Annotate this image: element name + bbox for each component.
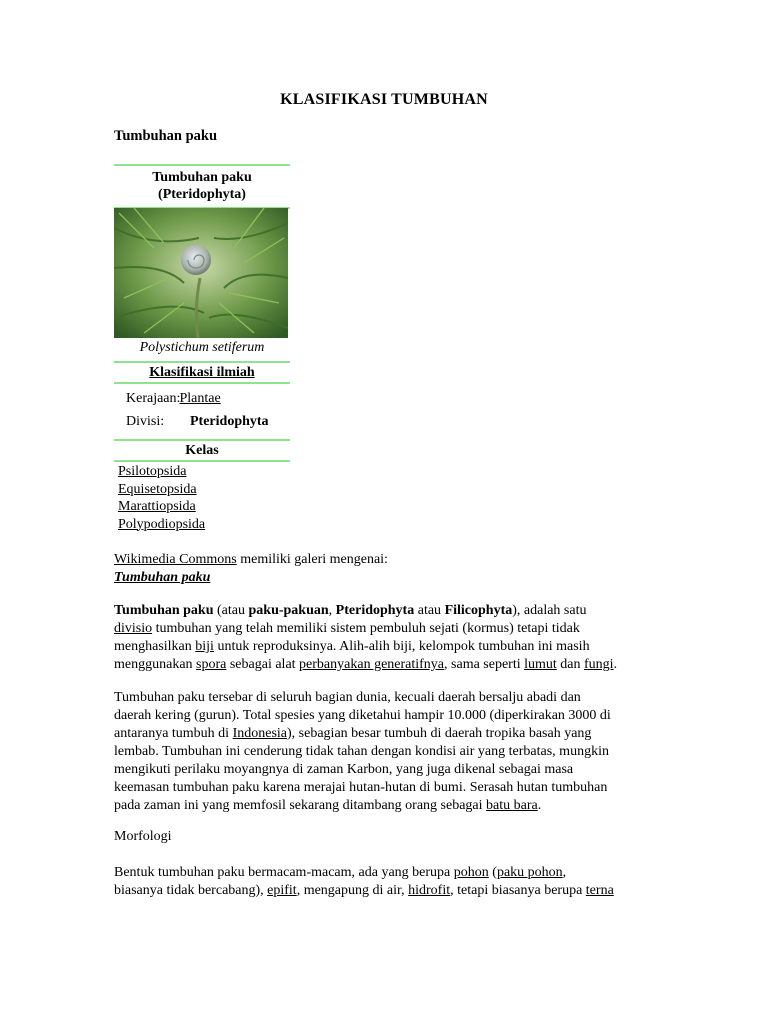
divisio-link[interactable]: divisio bbox=[114, 621, 153, 636]
section-heading: Tumbuhan paku bbox=[114, 128, 218, 144]
class-title: Kelas bbox=[114, 439, 290, 462]
commons-link[interactable]: Wikimedia Commons bbox=[114, 552, 237, 567]
text-line: lembab. Tumbuhan ini cenderung tidak tahan dengan kondisi air yang terbatas, mungkin bbox=[114, 744, 609, 759]
text: , bbox=[562, 865, 567, 880]
gallery-link[interactable]: Tumbuhan paku bbox=[114, 570, 211, 585]
commons-text: memiliki galeri mengenai: bbox=[236, 552, 388, 567]
term-pteridophyta: Pteridophyta bbox=[335, 603, 415, 618]
indonesia-link[interactable]: Indonesia bbox=[232, 726, 288, 741]
text-line: Tumbuhan paku tersebar di seluruh bagian dunia, kecuali daerah bersalju abadi dan bbox=[114, 690, 581, 705]
text: . bbox=[613, 657, 618, 672]
text-line: keemasan tumbuhan paku karena merajai hutan-hutan di bumi. Serasah hutan tumbuhan bbox=[114, 780, 608, 795]
epifit-link[interactable]: epifit bbox=[267, 883, 297, 898]
spora-link[interactable]: spora bbox=[196, 657, 227, 672]
kingdom-label: Kerajaan: bbox=[126, 391, 181, 406]
text: biasanya tidak bercabang), bbox=[114, 883, 268, 898]
lumut-link[interactable]: lumut bbox=[524, 657, 557, 672]
kingdom-link[interactable]: Plantae bbox=[179, 391, 221, 406]
text: , mengapung di air, bbox=[296, 883, 409, 898]
text: untuk reproduksinya. Alih-alih biji, kelompok tumbuhan ini masih bbox=[213, 639, 590, 654]
division-value: Pteridophyta bbox=[190, 414, 269, 429]
pohon-link[interactable]: pohon bbox=[453, 865, 489, 880]
kingdom-row bbox=[126, 391, 221, 407]
class-link[interactable]: Equisetopsida bbox=[118, 481, 197, 497]
text: ( bbox=[488, 865, 497, 880]
terna-link[interactable]: terna bbox=[585, 883, 614, 898]
batu-bara-link[interactable]: batu bara bbox=[486, 798, 538, 813]
hidrofit-link[interactable]: hidrofit bbox=[408, 883, 451, 898]
class-link[interactable]: Marattiopsida bbox=[118, 499, 196, 514]
distribution-paragraph bbox=[114, 689, 659, 815]
text: Bentuk tumbuhan paku bermacam-macam, ada yang berupa bbox=[114, 865, 454, 880]
class-list bbox=[118, 463, 205, 533]
fungi-link[interactable]: fungi bbox=[584, 657, 614, 672]
fern-image bbox=[114, 208, 288, 338]
morfologi-heading: Morfologi bbox=[114, 829, 172, 844]
photo-caption: Polystichum setiferum bbox=[139, 340, 265, 355]
perbanyakan-link[interactable]: perbanyakan generatifnya bbox=[299, 657, 445, 672]
classification-title[interactable]: Klasifikasi ilmiah bbox=[149, 365, 255, 380]
text: ), sebagian besar tumbuh di daerah tropika basah yang bbox=[287, 726, 592, 741]
text: ), adalah satu bbox=[512, 603, 587, 618]
text: tumbuhan yang telah memiliki sistem pembuluh sejati (kormus) tetapi tidak bbox=[152, 621, 580, 636]
text: antaranya tumbuh di bbox=[114, 726, 233, 741]
division-row bbox=[126, 414, 269, 430]
text: . bbox=[537, 798, 542, 813]
division-label: Divisi: bbox=[126, 414, 165, 429]
text: menghasilkan bbox=[114, 639, 196, 654]
text-line: daerah kering (gurun). Total spesies yang diketahui hampir 10.000 (diperkirakan 3000 di bbox=[114, 708, 611, 723]
infobox-title-line1: Tumbuhan paku bbox=[152, 170, 252, 185]
text: menggunakan bbox=[114, 657, 197, 672]
text: , tetapi biasanya berupa bbox=[450, 883, 586, 898]
class-header bbox=[114, 439, 290, 462]
biji-link[interactable]: biji bbox=[195, 639, 214, 654]
classification-header bbox=[114, 361, 290, 384]
text: atau bbox=[414, 603, 445, 618]
text: pada zaman ini yang memfosil sekarang ditambang orang sebagai bbox=[114, 798, 487, 813]
page-title: KLASIFIKASI TUMBUHAN bbox=[280, 91, 488, 108]
term-paku-pakuan: paku-pakuan bbox=[248, 603, 329, 618]
text: dan bbox=[556, 657, 585, 672]
term-filicophyta: Filicophyta bbox=[444, 603, 513, 618]
morphology-paragraph bbox=[114, 864, 659, 900]
text: sebagai alat bbox=[226, 657, 300, 672]
fern-photo bbox=[114, 208, 288, 338]
term-tumbuhan-paku: Tumbuhan paku bbox=[114, 603, 214, 618]
text: , sama seperti bbox=[444, 657, 525, 672]
commons-note bbox=[114, 551, 659, 587]
text: (atau bbox=[213, 603, 249, 618]
class-link[interactable]: Polypodiopsida bbox=[118, 516, 206, 532]
intro-paragraph bbox=[114, 602, 659, 674]
infobox-title-line2: (Pteridophyta) bbox=[158, 187, 246, 202]
text: , bbox=[328, 603, 336, 618]
class-link[interactable]: Psilotopsida bbox=[118, 464, 187, 479]
text-line: mengikuti perilaku moyangnya di zaman Karbon, yang juga dikenal sebagai masa bbox=[114, 762, 574, 777]
paku-pohon-link[interactable]: paku pohon bbox=[496, 865, 563, 880]
infobox-header bbox=[114, 164, 290, 209]
